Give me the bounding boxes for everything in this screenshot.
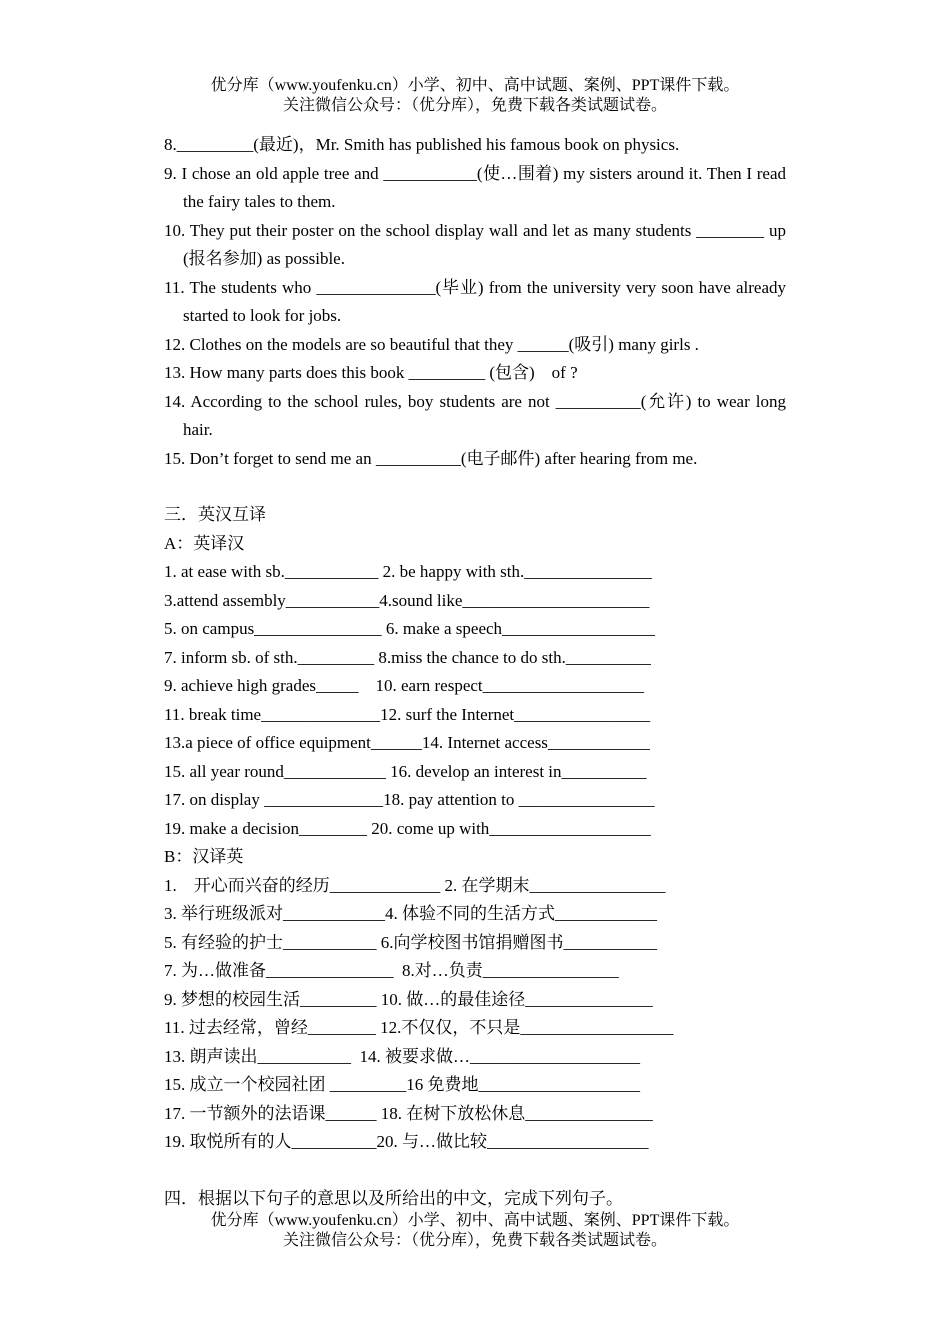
translation-row-a3: 5. on campus_______________ 6. make a speech__________________ xyxy=(164,619,656,638)
footer-line-1: 优分库（www.youfenku.cn）小学、初中、高中试题、案例、PPT课件下载。 xyxy=(210,1212,740,1229)
translation-row-a8: 15. all year round____________ 16. develop an interest in__________ xyxy=(164,761,647,781)
header-line-2: 关注微信公众号：（优分库），免费下载各类试题试卷。 xyxy=(282,97,667,114)
section-4-title: 四．根据以下句子的意思以及所给出的中文，完成下列句子。 xyxy=(164,1188,623,1208)
fill-blank-item-9: 9. I chose an old apple tree and ___________(使…围着) my sisters around it. Then I read the fairy tales to them. xyxy=(164,163,786,211)
translation-row-a5: 9. achieve high grades_____ 10. earn respect___________________ xyxy=(164,676,645,695)
fill-blank-item-14: 14. According to the school rules, boy students are not __________(允许) to wear long hair. xyxy=(164,391,786,439)
translation-row-b6: 11. 过去经常，曾经________ 12.不仅仅，不只是__________________ xyxy=(164,1018,674,1037)
translation-row-b7: 13. 朗声读出___________ 14. 被要求做…____________________ xyxy=(164,1046,640,1066)
fill-blank-item-10: 10. They put their poster on the school display wall and let as many students ________ up (报名参加) as possible. xyxy=(164,220,786,268)
translation-row-b10: 19. 取悦所有的人__________20. 与…做比较___________________ xyxy=(164,1132,649,1151)
spacer xyxy=(164,1157,786,1185)
translation-row-a6: 11. break time______________12. surf the Internet________________ xyxy=(164,704,651,724)
translation-row-b5: 9. 梦想的校园生活_________ 10. 做…的最佳途径_______________ xyxy=(164,989,653,1009)
translation-row-a9: 17. on display ______________18. pay attention to ________________ xyxy=(164,790,655,809)
spacer xyxy=(164,473,786,501)
fill-blank-item-12: 12. Clothes on the models are so beautiful that they ______(吸引) many girls . xyxy=(164,334,699,354)
fill-blank-item-15: 15. Don’t forget to send me an __________(电子邮件) after hearing from me. xyxy=(164,448,698,468)
part-a-title: A：英译汉 xyxy=(164,533,245,553)
page-header xyxy=(0,76,950,116)
part-b-title: B：汉译英 xyxy=(164,847,244,866)
translation-row-b2: 3. 举行班级派对____________4. 体验不同的生活方式____________ xyxy=(164,904,657,923)
section-3-title: 三．英汉互译 xyxy=(164,505,266,524)
exercise-content xyxy=(164,131,786,1213)
translation-row-a1: 1. at ease with sb.___________ 2. be happy with sth._______________ xyxy=(164,562,652,581)
fill-blank-item-8: 8._________(最近)，Mr. Smith has published his famous book on physics. xyxy=(164,135,680,154)
translation-row-b9: 17. 一节额外的法语课______ 18. 在树下放松休息_______________ xyxy=(164,1103,653,1123)
translation-row-b4: 7. 为…做准备_______________ 8.对…负责________________ xyxy=(164,961,619,980)
fill-blank-item-13: 13. How many parts does this book _________ (包含) of ? xyxy=(164,363,578,382)
translation-row-b8: 15. 成立一个校园社团 _________16 免费地___________________ xyxy=(164,1075,640,1094)
translation-row-a7: 13.a piece of office equipment______14. Internet access____________ xyxy=(164,733,650,752)
translation-row-a10: 19. make a decision________ 20. come up with___________________ xyxy=(164,818,651,838)
translation-row-a4: 7. inform sb. of sth._________ 8.miss the chance to do sth.__________ xyxy=(164,647,651,667)
page-footer xyxy=(0,1211,950,1251)
translation-row-b1: 1. 开心而兴奋的经历_____________ 2. 在学期末________________ xyxy=(164,875,666,895)
fill-blank-item-11: 11. The students who ______________(毕业) from the university very soon have already started to look for jobs. xyxy=(164,277,786,325)
translation-row-a2: 3.attend assembly___________4.sound like______________________ xyxy=(164,590,650,610)
footer-line-2: 关注微信公众号：（优分库），免费下载各类试题试卷。 xyxy=(282,1232,667,1249)
header-line-1: 优分库（www.youfenku.cn）小学、初中、高中试题、案例、PPT课件下载。 xyxy=(210,77,740,94)
translation-row-b3: 5. 有经验的护士___________ 6.向学校图书馆捐赠图书___________ xyxy=(164,932,657,952)
